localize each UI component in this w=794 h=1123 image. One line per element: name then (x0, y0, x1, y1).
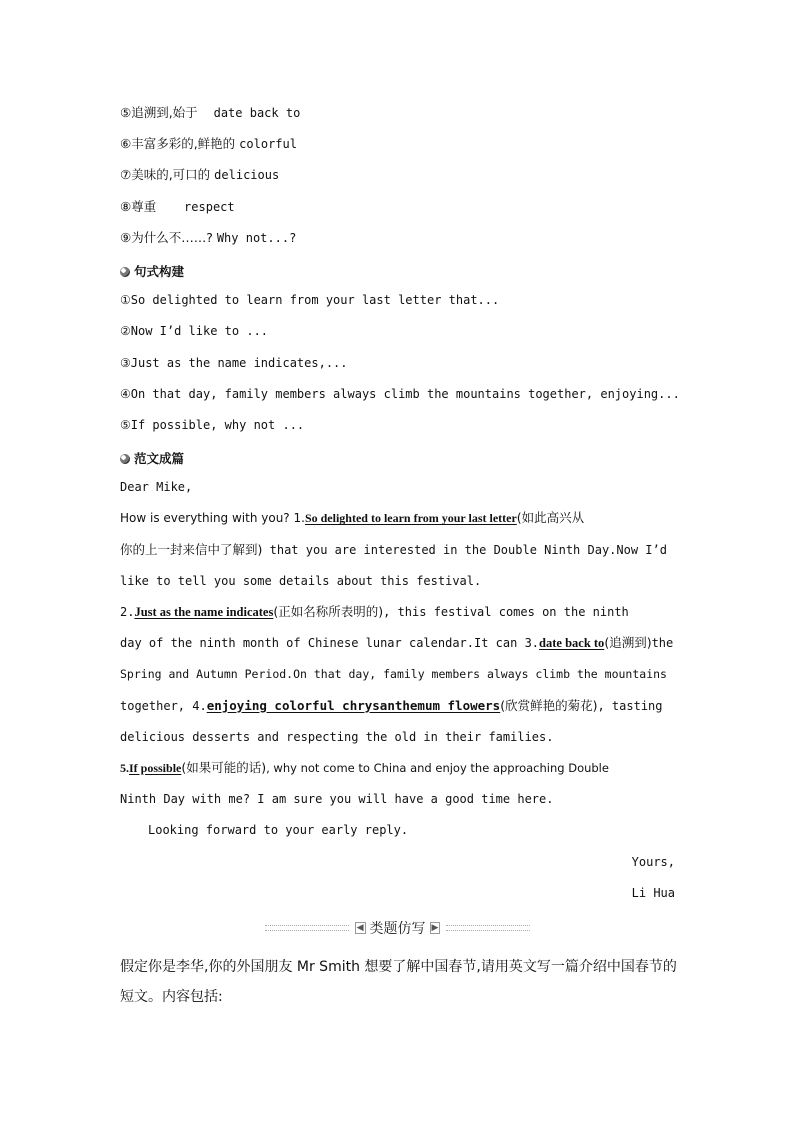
essay-line: Spring and Autumn Period.On that day, family members always climb the mountains (120, 667, 667, 682)
vocab-item: ⑧尊重 respect (120, 198, 235, 214)
divider-line (265, 925, 349, 931)
essay-closing: Looking forward to your early reply. (148, 823, 409, 838)
essay-line: 5.If possible(如果可能的话), why not come to China and enjoy the approaching Double (120, 759, 609, 775)
triangle-left-icon: ◀ (356, 923, 364, 933)
task-line: 假定你是李华,你的外国朋友 Mr Smith 想要了解中国春节,请用英文写一篇介绍中国春节的 (120, 959, 677, 975)
essay-signoff: Yours, (631, 854, 675, 869)
vocab-item: ⑥丰富多彩的,鲜艳的 colorful (120, 136, 297, 152)
essay-line: delicious desserts and respecting the old in their families. (120, 729, 554, 744)
essay-line: 2.Just as the name indicates(正如名称所表明的), this festival comes on the ninth (120, 604, 629, 619)
sentence-item: ②Now I’d like to ... (120, 324, 269, 339)
triangle-right-icon: ▶ (431, 923, 439, 933)
essay-greeting: Dear Mike, (120, 480, 193, 495)
divider-line (446, 925, 530, 931)
sentence-item: ③Just as the name indicates,... (120, 355, 348, 370)
bullet-icon (120, 267, 130, 277)
vocab-item: ⑤追溯到,始于 date back to (120, 105, 301, 120)
essay-line: like to tell you some details about this festival. (120, 573, 482, 588)
essay-line: Ninth Day with me? I am sure you will have a good time here. (120, 792, 554, 807)
content-body (120, 100, 680, 911)
task-prompt (120, 952, 678, 1012)
task-line: 短文。内容包括: (120, 989, 223, 1005)
sentence-item: ①So delighted to learn from your last letter that... (120, 293, 500, 308)
sentence-item: ⑤If possible, why not ... (120, 417, 305, 432)
essay-line: day of the ninth month of Chinese lunar calendar.It can 3.date back to(追溯到)the (120, 635, 674, 651)
essay-line: together, 4.enjoying colorful chrysanthemum flowers(欣赏鲜艳的菊花), tasting (120, 697, 663, 713)
bullet-icon (120, 454, 130, 464)
section-divider (265, 916, 530, 940)
section-heading-essay: 范文成篇 (120, 443, 675, 474)
section-heading-sentences: 句式构建 (120, 256, 675, 287)
essay-line: How is everything with you? 1.So delighted to learn from your last letter(如此高兴从 (120, 510, 585, 526)
essay-signature: Li Hua (631, 885, 675, 900)
vocab-item: ⑦美味的,可口的 delicious (120, 167, 280, 183)
vocab-item: ⑨为什么不……? Why not...? (120, 229, 297, 245)
essay-line: 你的上一封来信中了解到) that you are interested in the Double Ninth Day.Now I’d (120, 541, 667, 557)
section-title: ◀ 类题仿写 ▶ (356, 921, 439, 937)
sentence-item: ④On that day, family members always climb the mountains together, enjoying... (120, 386, 680, 401)
